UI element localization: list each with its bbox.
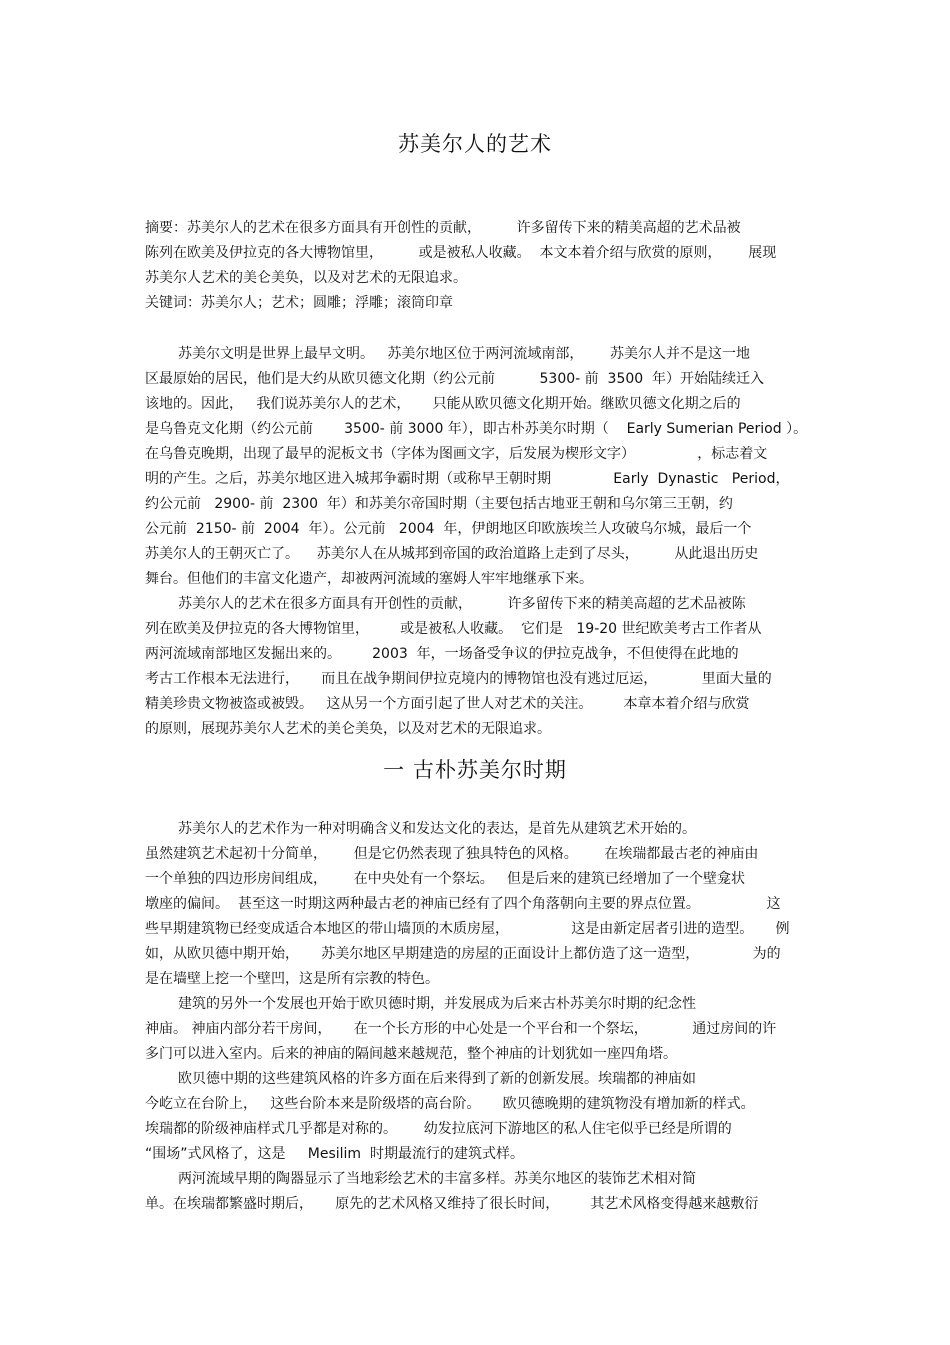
- abstract-line: 摘要：苏美尔人的艺术在很多方面具有开创性的贡献， 许多留传下来的精美高超的艺术品被: [145, 220, 741, 236]
- paragraph-line: 约公元前 2900- 前 2300 年）和苏美尔帝国时期（主要包括古地亚王朝和乌尔第三王朝，约: [145, 496, 733, 512]
- paragraph-line: 是乌鲁克文化期（约公元前 3500- 前 3000 年），即古朴苏美尔时期（ Early Sumerian Period ）。: [145, 421, 808, 437]
- paragraph-line: 舞台。但他们的丰富文化遗产，却被两河流域的塞姆人牢牢地继承下来。: [145, 571, 593, 587]
- paragraph-line: 苏美尔人的艺术在很多方面具有开创性的贡献， 许多留传下来的精美高超的艺术品被陈: [178, 596, 746, 612]
- paragraph-line: 列在欧美及伊拉克的各大博物馆里， 或是被私人收藏。 它们是 19-20 世纪欧美考古工作者从: [145, 621, 762, 637]
- paragraph-line: 墩座的偏间。 甚至这一时期这两种最古老的神庙已经有了四个角落朝向主要的界点位置。 这: [145, 896, 781, 912]
- paragraph-line: 今屹立在台阶上， 这些台阶本来是阶级塔的高台阶。 欧贝德晚期的建筑物没有增加新的样式。: [145, 1096, 755, 1112]
- keywords-line: 关键词：苏美尔人；艺术；圆雕；浮雕；滚筒印章: [145, 295, 453, 311]
- paragraph-line: 精美珍贵文物被盗或被毁。 这从另一个方面引起了世人对艺术的关注。 本章本着介绍与欣赏: [145, 696, 750, 712]
- abstract-line: 陈列在欧美及伊拉克的各大博物馆里， 或是被私人收藏。 本文本着介绍与欣赏的原则， 展现: [145, 245, 777, 261]
- paragraph-line: 一个单独的四边形房间组成， 在中央处有一个祭坛。 但是后来的建筑已经增加了一个壁龛状: [145, 871, 746, 887]
- abstract-line: 苏美尔人艺术的美仑美奂，以及对艺术的无限追求。: [145, 270, 467, 286]
- paragraph-line: 该地的。因此， 我们说苏美尔人的艺术， 只能从欧贝德文化期开始。继欧贝德文化期之后的: [145, 396, 741, 412]
- paragraph-line: 如，从欧贝德中期开始， 苏美尔地区早期建造的房屋的正面设计上都仿造了这一造型， 为的: [145, 946, 781, 962]
- paragraph-line: 苏美尔人的王朝灭亡了。 苏美尔人在从城邦到帝国的政治道路上走到了尽头， 从此退出历史: [145, 546, 759, 562]
- paragraph-line: 苏美尔文明是世界上最早文明。 苏美尔地区位于两河流域南部， 苏美尔人并不是这一地: [178, 346, 751, 362]
- paragraph-line: 多门可以进入室内。后来的神庙的隔间越来越规范，整个神庙的计划犹如一座四角塔。: [145, 1046, 677, 1062]
- paragraph-line: 些早期建筑物已经变成适合本地区的带山墙顶的木质房屋， 这是由新定居者引进的造型。 例: [145, 921, 790, 937]
- paragraph-line: 的原则，展现苏美尔人艺术的美仑美奂，以及对艺术的无限追求。: [145, 721, 551, 737]
- paragraph-line: 在乌鲁克晚期，出现了最早的泥板文书（字体为图画文字，后发展为楔形文字） ，标志着文: [145, 446, 768, 462]
- paragraph-line: 两河流域早期的陶器显示了当地彩绘艺术的丰富多样。苏美尔地区的装饰艺术相对简: [178, 1171, 696, 1187]
- paragraph-line: 苏美尔人的艺术作为一种对明确含义和发达文化的表达，是首先从建筑艺术开始的。: [178, 821, 696, 837]
- paragraph-line: 公元前 2150- 前 2004 年）。公元前 2004 年，伊朗地区印欧族埃兰人攻破乌尔城，最后一个: [145, 521, 752, 537]
- paragraph-line: 两河流域南部地区发掘出来的。 2003 年，一场备受争议的伊拉克战争，不但使得在此地的: [145, 646, 739, 662]
- paragraph-line: 是在墙壁上挖一个壁凹，这是所有宗教的特色。: [145, 971, 439, 987]
- page-title: 苏美尔人的艺术: [398, 132, 552, 156]
- paragraph-line: 建筑的另外一个发展也开始于欧贝德时期，并发展成为后来古朴苏美尔时期的纪念性: [178, 996, 696, 1012]
- paragraph-line: 虽然建筑艺术起初十分简单， 但是它仍然表现了独具特色的风格。 在埃瑞都最古老的神庙由: [145, 846, 759, 862]
- paragraph-line: 神庙。 神庙内部分若干房间， 在一个长方形的中心处是一个平台和一个祭坛， 通过房间的许: [145, 1021, 777, 1037]
- paragraph-line: 明的产生。之后，苏美尔地区进入城邦争霸时期（或称早王朝时期 Early Dynastic Period，: [145, 471, 790, 487]
- paragraph-line: 考古工作根本无法进行， 而且在战争期间伊拉克境内的博物馆也没有逃过厄运， 里面大量的: [145, 671, 772, 687]
- paragraph-line: “围场”式风格了，这是 Mesilim 时期最流行的建筑式样。: [145, 1146, 524, 1162]
- paragraph-line: 埃瑞都的阶级神庙样式几乎都是对称的。 幼发拉底河下游地区的私人住宅似乎已经是所谓的: [145, 1121, 732, 1137]
- section-heading: 一 古朴苏美尔时期: [383, 758, 567, 782]
- paragraph-line: 单。在埃瑞都繁盛时期后， 原先的艺术风格又维持了很长时间， 其艺术风格变得越来越敷衍: [145, 1196, 759, 1212]
- paragraph-line: 区最原始的居民，他们是大约从欧贝德文化期（约公元前 5300- 前 3500 年）开始陆续迁入: [145, 371, 765, 387]
- paragraph-line: 欧贝德中期的这些建筑风格的许多方面在后来得到了新的创新发展。埃瑞都的神庙如: [178, 1071, 696, 1087]
